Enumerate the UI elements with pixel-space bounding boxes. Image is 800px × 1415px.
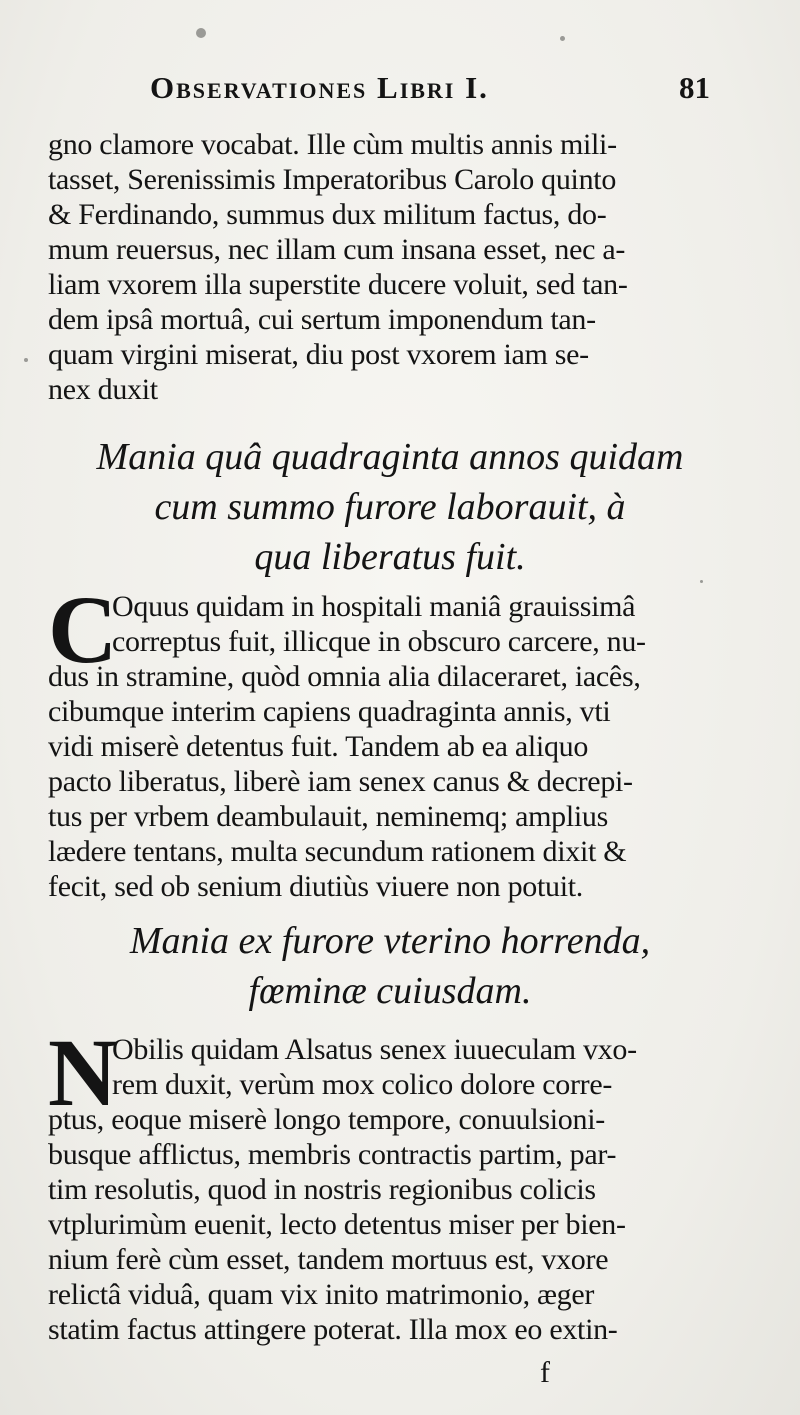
text-line: relictâ viduâ, quam vix inito matrimonio, æger	[48, 1278, 595, 1311]
page-header	[150, 70, 710, 120]
text-line: mum reuersus, nec illam cum insana esset, nec a-	[48, 233, 626, 266]
text-line: lædere tentans, multa secundum rationem dixit &	[48, 835, 627, 868]
text-line: ptus, eoque miserè longo tempore, conuulsioni-	[48, 1103, 605, 1136]
text-line: Oquus quidam in hospitali maniâ grauissimâ	[112, 590, 636, 623]
heading-line: Mania quâ quadraginta annos quidam	[96, 436, 684, 478]
text-line: tasset, Serenissimis Imperatoribus Carolo quinto	[48, 163, 617, 196]
text-line: vidi miserè detentus fuit. Tandem ab ea aliquo	[48, 730, 589, 763]
text-line: dem ipsâ mortuâ, cui sertum imponendum tan-	[48, 303, 596, 336]
text-line: liam vxorem illa superstite ducere voluit, sed tan-	[48, 268, 628, 301]
paper-speck	[24, 358, 28, 362]
text-line: nex duxit	[48, 373, 158, 406]
paper-speck	[196, 28, 206, 38]
text-line: & Ferdinando, summus dux militum factus, do-	[48, 198, 607, 231]
text-line: vtplurimùm euenit, lecto detentus miser per bien-	[48, 1208, 626, 1241]
text-line: pacto liberatus, liberè iam senex canus & decrepi-	[48, 765, 633, 798]
text-line: correptus fuit, illicque in obscuro carcere, nu-	[112, 625, 646, 658]
catchword: f	[540, 1356, 550, 1389]
text-line: nium ferè cùm esset, tandem mortuus est, vxore	[48, 1243, 609, 1276]
text-line: tus per vrbem deambulauit, neminemq; amplius	[48, 800, 609, 833]
text-line: dus in stramine, quòd omnia alia dilaceraret, iacês,	[48, 660, 641, 693]
heading-line: cum summo furore laborauit, à	[154, 486, 626, 528]
section-heading-1	[40, 432, 740, 582]
running-title: Observationes Libri I.	[150, 70, 489, 105]
section-heading-2	[40, 916, 740, 1016]
paper-speck	[560, 36, 565, 41]
text-line: cibumque interim capiens quadraginta annis, vti	[48, 695, 611, 728]
text-line: statim factus attingere poterat. Illa mox eo extin-	[48, 1313, 618, 1346]
text-line: rem duxit, verùm mox colico dolore corre-	[112, 1068, 613, 1101]
heading-line: fœminæ cuiusdam.	[248, 970, 532, 1012]
text-line: Obilis quidam Alsatus senex iuueculam vxo-	[112, 1033, 637, 1066]
heading-line: Mania ex furore vterino horrenda,	[129, 920, 651, 962]
text-line: busque afflictus, membris contractis partim, par-	[48, 1138, 617, 1171]
heading-line: qua liberatus fuit.	[254, 536, 526, 578]
text-line: fecit, sed ob senium diutiùs viuere non potuit.	[48, 870, 583, 903]
drop-cap: C	[48, 576, 118, 683]
drop-cap: N	[48, 1019, 118, 1126]
page-number: 81	[679, 70, 710, 105]
text-line: gno clamore vocabat. Ille cùm multis annis mili-	[48, 128, 617, 161]
text-line: quam virgini miserat, diu post vxorem iam se-	[48, 338, 589, 371]
paper-speck	[700, 580, 703, 583]
text-line: tim resolutis, quod in nostris regionibus colicis	[48, 1173, 596, 1206]
